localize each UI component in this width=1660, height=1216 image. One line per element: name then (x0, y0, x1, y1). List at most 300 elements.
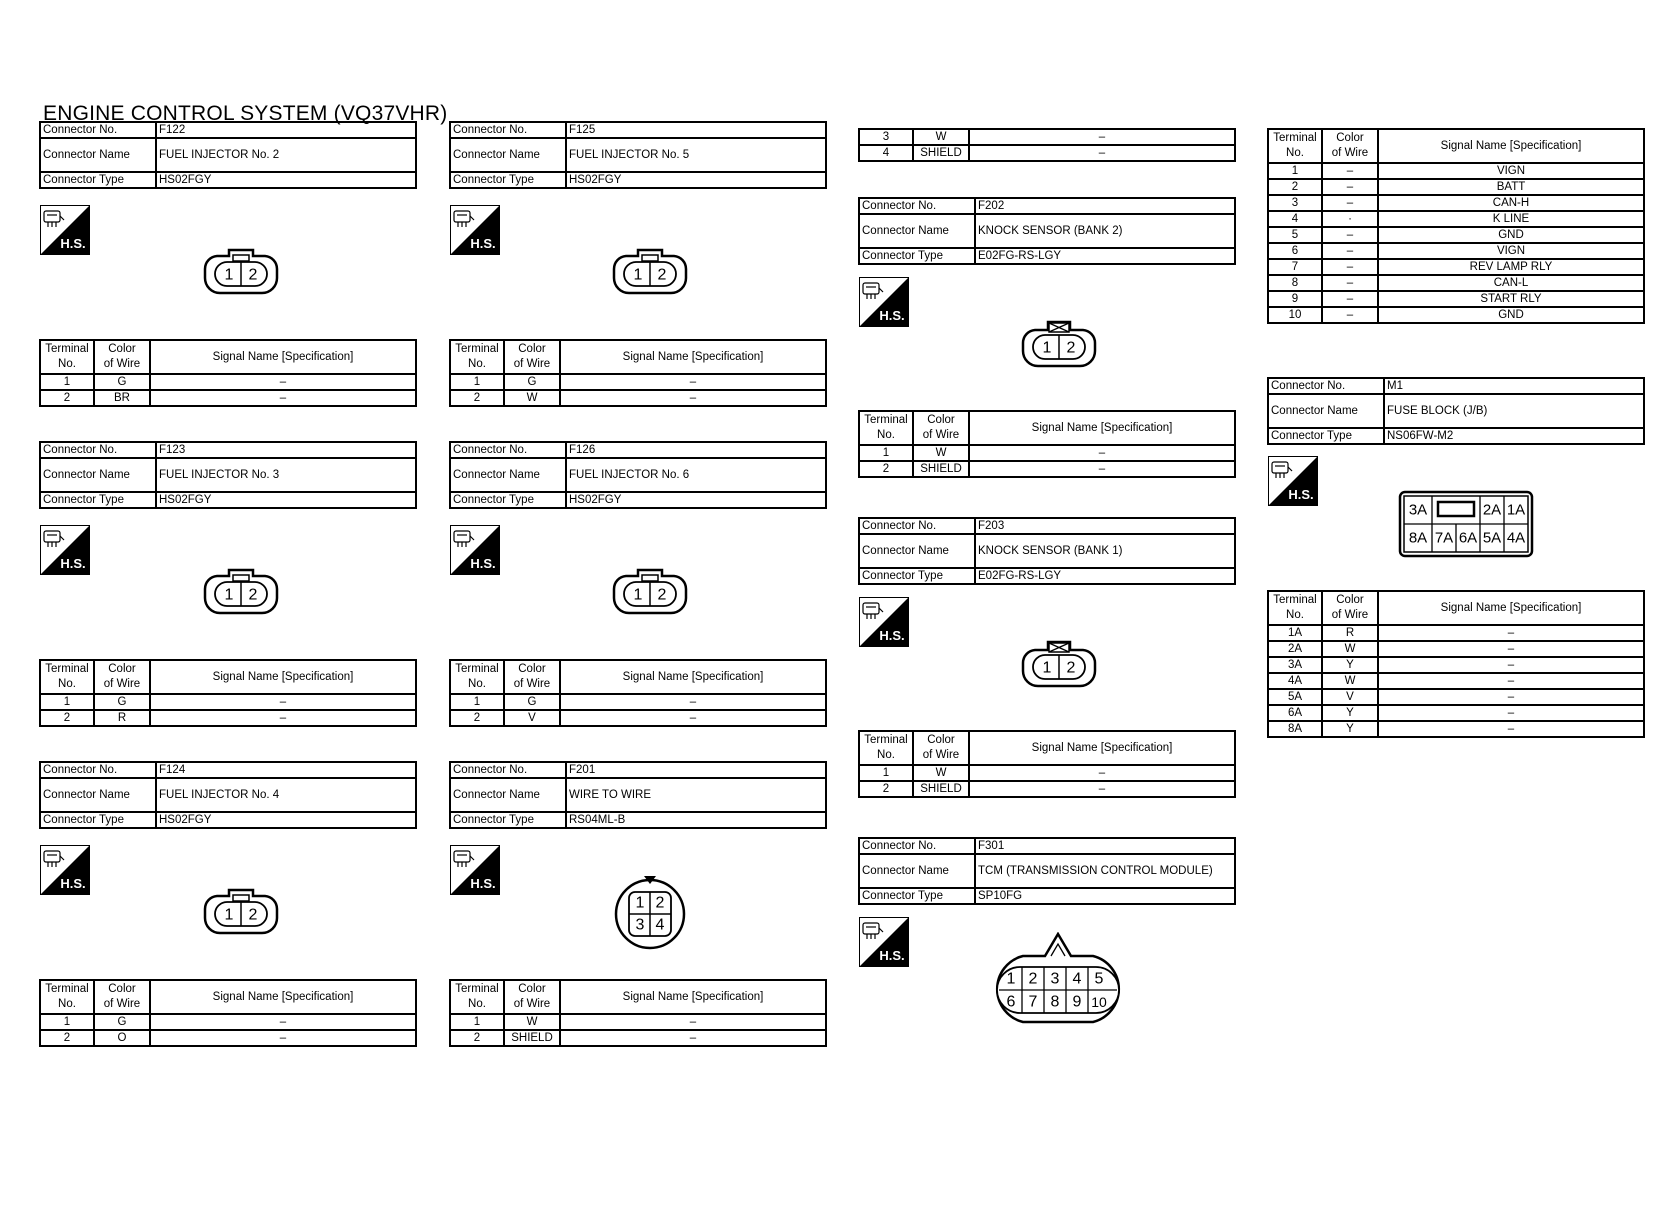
connector-name-label: Connector Name (859, 534, 975, 568)
terminal-no-cell: 2A (1268, 641, 1322, 657)
pin-label: 7A (1434, 529, 1454, 547)
connector-type-label: Connector Type (1268, 428, 1384, 444)
pin-label: 2 (655, 894, 665, 912)
table-row (1268, 705, 1644, 721)
table-row (1268, 721, 1644, 737)
table-row (450, 710, 826, 726)
wire-color-cell: G (94, 694, 150, 710)
connector-f203-face (1021, 638, 1097, 690)
connector-type-label: Connector Type (40, 172, 156, 188)
header-text: Color (927, 414, 955, 426)
header-text: Terminal (1273, 132, 1317, 144)
terminal-no-cell: 1A (1268, 625, 1322, 641)
connector-latch (233, 575, 249, 581)
signal-name-cell: – (560, 710, 826, 726)
signal-name-cell: – (150, 694, 416, 710)
harness-side-icon (450, 525, 500, 575)
header-text: of Wire (1331, 147, 1369, 159)
signal-name-header: Signal Name [Specification] (150, 660, 416, 694)
signal-name-cell: – (1378, 673, 1644, 689)
table-row (1268, 657, 1644, 673)
wire-color-cell: SHIELD (504, 1030, 560, 1046)
header-text: Color (108, 343, 136, 355)
terminal-no-cell: 1 (859, 765, 913, 781)
table-row (859, 129, 1235, 145)
terminal-no-header (450, 340, 504, 374)
connector-type-value: HS02FGY (566, 492, 826, 508)
signal-name-cell: – (560, 1030, 826, 1046)
table-header-row (40, 980, 416, 1014)
harness-plug-icon (44, 211, 64, 227)
connector-f201-face (612, 874, 688, 950)
signal-name-cell: GND (1378, 307, 1644, 323)
connector-no-value: F122 (156, 122, 416, 138)
harness-plug-icon (863, 923, 883, 939)
connector-latch (233, 255, 249, 261)
signal-name-cell: – (150, 390, 416, 406)
terminal-no-cell: 4A (1268, 673, 1322, 689)
terminal-no-cell: 3 (1268, 195, 1322, 211)
connector-f122-info (39, 121, 417, 189)
terminal-no-cell: 6 (1268, 243, 1322, 259)
color-of-wire-header (504, 980, 560, 1014)
harness-plug-icon (1272, 462, 1292, 478)
signal-name-cell: – (150, 1014, 416, 1030)
terminal-no-cell: 1 (450, 694, 504, 710)
wire-color-cell: SHIELD (913, 461, 969, 477)
terminal-no-cell: 2 (40, 390, 94, 406)
connector-type-label: Connector Type (450, 492, 566, 508)
terminal-table-f201 (449, 979, 827, 1047)
connector-latch (233, 895, 249, 901)
connector-name-value: FUEL INJECTOR No. 2 (156, 138, 416, 172)
signal-name-cell: CAN-L (1378, 275, 1644, 291)
connector-no-value: F202 (975, 198, 1235, 214)
wire-color-cell: – (1322, 291, 1378, 307)
harness-side-icon (859, 277, 909, 327)
table-row (40, 374, 416, 390)
wire-color-cell: W (913, 765, 969, 781)
header-text: Color (1336, 594, 1364, 606)
table-header-row (450, 340, 826, 374)
header-text: of Wire (103, 358, 141, 370)
color-of-wire-header (913, 731, 969, 765)
table-row (40, 1030, 416, 1046)
terminal-table-f126 (449, 659, 827, 727)
color-of-wire-header (94, 660, 150, 694)
header-text: of Wire (103, 998, 141, 1010)
connector-no-value: F123 (156, 442, 416, 458)
pin-label: 6 (1006, 993, 1016, 1011)
connector-type-value: SP10FG (975, 888, 1235, 904)
table-row (450, 1014, 826, 1030)
connector-no-label: Connector No. (450, 122, 566, 138)
hs-label: H.S. (470, 556, 496, 571)
terminal-no-cell: 9 (1268, 291, 1322, 307)
hs-label: H.S. (1288, 487, 1314, 502)
table-row (450, 374, 826, 390)
pin-label: 1 (633, 266, 643, 284)
terminal-table-f301 (1267, 128, 1645, 324)
pin-label: 10 (1091, 994, 1107, 1010)
table-row (40, 694, 416, 710)
hs-label: H.S. (60, 556, 86, 571)
terminal-no-header (40, 660, 94, 694)
terminal-no-cell: 3A (1268, 657, 1322, 673)
header-text: Color (518, 663, 546, 675)
table-row (859, 445, 1235, 461)
terminal-no-cell: 1 (1268, 163, 1322, 179)
table-row (1268, 243, 1644, 259)
color-of-wire-header (913, 411, 969, 445)
connector-no-label: Connector No. (859, 198, 975, 214)
connector-no-value: F125 (566, 122, 826, 138)
signal-name-cell: – (969, 765, 1235, 781)
hs-label: H.S. (879, 948, 905, 963)
table-row (859, 145, 1235, 161)
wire-color-cell: G (504, 694, 560, 710)
signal-name-cell: – (969, 445, 1235, 461)
header-text: No. (468, 998, 486, 1010)
connector-type-label: Connector Type (859, 248, 975, 264)
signal-name-cell: – (1378, 657, 1644, 673)
wire-color-cell: G (94, 1014, 150, 1030)
terminal-table-f202 (858, 410, 1236, 478)
signal-name-cell: – (150, 374, 416, 390)
header-text: Terminal (455, 983, 499, 995)
header-text: Color (518, 983, 546, 995)
connector-no-value: F124 (156, 762, 416, 778)
terminal-no-cell: 1 (40, 694, 94, 710)
connector-f202-face (1021, 318, 1097, 370)
table-header-row (40, 660, 416, 694)
harness-plug-icon (863, 283, 883, 299)
table-row (859, 781, 1235, 797)
table-row (1268, 179, 1644, 195)
connector-name-label: Connector Name (450, 458, 566, 492)
connector-f125-info (449, 121, 827, 189)
terminal-no-cell: 4 (859, 145, 913, 161)
header-text: Terminal (1273, 594, 1317, 606)
connector-name-label: Connector Name (40, 138, 156, 172)
signal-name-cell: – (1378, 689, 1644, 705)
hs-label: H.S. (60, 876, 86, 891)
harness-plug-icon (454, 531, 474, 547)
connector-no-label: Connector No. (450, 762, 566, 778)
table-header-row (450, 980, 826, 1014)
pin-label: 4 (655, 916, 665, 934)
table-row (1268, 163, 1644, 179)
signal-name-cell: – (969, 129, 1235, 145)
connector-latch (642, 575, 658, 581)
wire-color-cell: O (94, 1030, 150, 1046)
hs-label: H.S. (879, 628, 905, 643)
signal-name-cell: K LINE (1378, 211, 1644, 227)
signal-name-cell: – (969, 145, 1235, 161)
table-row (40, 390, 416, 406)
harness-side-icon (859, 917, 909, 967)
wire-color-cell: R (94, 710, 150, 726)
connector-latch (642, 255, 658, 261)
signal-name-cell: BATT (1378, 179, 1644, 195)
color-of-wire-header (94, 340, 150, 374)
pin-label: 1 (1042, 339, 1052, 357)
connector-no-label: Connector No. (40, 122, 156, 138)
signal-name-cell: START RLY (1378, 291, 1644, 307)
wire-color-cell: Y (1322, 705, 1378, 721)
connector-name-label: Connector Name (40, 458, 156, 492)
pin-label: 2 (248, 906, 258, 924)
terminal-table (858, 128, 1236, 162)
wire-color-cell: SHIELD (913, 145, 969, 161)
table-row (1268, 275, 1644, 291)
connector-type-value: E02FG-RS-LGY (975, 568, 1235, 584)
header-text: Terminal (45, 983, 89, 995)
connector-no-label: Connector No. (1268, 378, 1384, 394)
terminal-table (449, 659, 827, 727)
header-text: of Wire (513, 358, 551, 370)
pin-label: 3A (1408, 501, 1428, 519)
signal-name-header: Signal Name [Specification] (969, 731, 1235, 765)
connector-type-value: HS02FGY (156, 812, 416, 828)
pin-label: 3 (1050, 970, 1060, 988)
wire-color-cell: W (1322, 641, 1378, 657)
terminal-table-f203 (858, 730, 1236, 798)
table-row (1268, 641, 1644, 657)
signal-name-header: Signal Name [Specification] (150, 340, 416, 374)
connector-name-value: FUEL INJECTOR No. 5 (566, 138, 826, 172)
header-text: No. (1286, 147, 1304, 159)
table-row (1268, 259, 1644, 275)
terminal-no-header (1268, 129, 1322, 163)
signal-name-header: Signal Name [Specification] (560, 340, 826, 374)
signal-name-cell: – (969, 781, 1235, 797)
terminal-no-cell: 4 (1268, 211, 1322, 227)
signal-name-cell: – (969, 461, 1235, 477)
table-header-row (40, 340, 416, 374)
header-text: Color (518, 343, 546, 355)
color-of-wire-header (504, 660, 560, 694)
header-text: of Wire (922, 429, 960, 441)
connector-type-value: E02FG-RS-LGY (975, 248, 1235, 264)
header-text: No. (1286, 609, 1304, 621)
header-text: Color (108, 983, 136, 995)
connector-name-label: Connector Name (40, 778, 156, 812)
wire-color-cell: SHIELD (913, 781, 969, 797)
connector-type-label: Connector Type (859, 568, 975, 584)
terminal-table (39, 979, 417, 1047)
wire-color-cell: G (94, 374, 150, 390)
terminal-no-cell: 1 (40, 1014, 94, 1030)
signal-name-header: Signal Name [Specification] (1378, 129, 1644, 163)
signal-name-header: Signal Name [Specification] (969, 411, 1235, 445)
connector-f122-face (203, 248, 279, 298)
table-row (1268, 689, 1644, 705)
connector-no-value: F126 (566, 442, 826, 458)
signal-name-header: Signal Name [Specification] (150, 980, 416, 1014)
terminal-no-cell: 2 (450, 390, 504, 406)
harness-side-icon (859, 597, 909, 647)
connector-no-label: Connector No. (450, 442, 566, 458)
terminal-table (1267, 590, 1645, 738)
connector-f125-face (612, 248, 688, 298)
connector-f202-info (858, 197, 1236, 265)
connector-name-label: Connector Name (859, 854, 975, 888)
terminal-table-f125 (449, 339, 827, 407)
header-text: No. (468, 358, 486, 370)
connector-f301-info (858, 837, 1236, 905)
color-of-wire-header (1322, 129, 1378, 163)
table-row (859, 461, 1235, 477)
terminal-no-cell: 3 (859, 129, 913, 145)
pin-label: 8A (1408, 529, 1428, 547)
wire-color-cell: V (1322, 689, 1378, 705)
wire-color-cell: – (1322, 195, 1378, 211)
table-header-row (859, 731, 1235, 765)
terminal-table-f201-continued (858, 128, 1236, 162)
connector-name-value: WIRE TO WIRE (566, 778, 826, 812)
signal-name-cell: – (560, 390, 826, 406)
pin-label: 2 (1066, 659, 1076, 677)
wire-color-cell: · (1322, 211, 1378, 227)
connector-no-value: M1 (1384, 378, 1644, 394)
header-text: No. (58, 678, 76, 690)
connector-name-value: FUEL INJECTOR No. 4 (156, 778, 416, 812)
wire-color-cell: Y (1322, 657, 1378, 673)
connector-type-value: NS06FW-M2 (1384, 428, 1644, 444)
pin-label: 1 (633, 586, 643, 604)
terminal-no-cell: 2 (450, 1030, 504, 1046)
terminal-table (39, 659, 417, 727)
table-row (1268, 291, 1644, 307)
table-row (1268, 195, 1644, 211)
signal-name-header: Signal Name [Specification] (1378, 591, 1644, 625)
hs-label: H.S. (879, 308, 905, 323)
pin-label: 2A (1482, 501, 1502, 519)
terminal-no-cell: 1 (40, 374, 94, 390)
pin-label: 1 (1042, 659, 1052, 677)
pin-label: 3 (635, 916, 645, 934)
table-header-row (450, 660, 826, 694)
connector-name-value: KNOCK SENSOR (BANK 1) (975, 534, 1235, 568)
table-row (1268, 673, 1644, 689)
wire-color-cell: – (1322, 243, 1378, 259)
table-header-row (1268, 591, 1644, 625)
pin-label: 1 (635, 894, 645, 912)
wire-color-cell: W (913, 129, 969, 145)
pin-label: 2 (248, 266, 258, 284)
wire-color-cell: W (1322, 673, 1378, 689)
terminal-no-cell: 2 (40, 1030, 94, 1046)
pin-label: 2 (657, 266, 667, 284)
wire-color-cell: R (1322, 625, 1378, 641)
connector-f123-face (203, 568, 279, 618)
terminal-no-header (1268, 591, 1322, 625)
table-row (1268, 625, 1644, 641)
connector-no-label: Connector No. (40, 442, 156, 458)
wire-color-cell: Y (1322, 721, 1378, 737)
table-row (859, 765, 1235, 781)
connector-f124-face (203, 888, 279, 938)
terminal-no-header (859, 731, 913, 765)
pin-label: 5A (1482, 529, 1502, 547)
header-text: Color (927, 734, 955, 746)
pin-label: 2 (1028, 970, 1038, 988)
signal-name-cell: – (1378, 721, 1644, 737)
pin-label: 8 (1050, 993, 1060, 1011)
table-row (1268, 227, 1644, 243)
terminal-no-cell: 5 (1268, 227, 1322, 243)
harness-plug-icon (44, 851, 64, 867)
pin-label: 1 (224, 266, 234, 284)
header-text: No. (877, 429, 895, 441)
terminal-no-header (40, 340, 94, 374)
signal-name-cell: – (560, 1014, 826, 1030)
hs-label: H.S. (470, 236, 496, 251)
terminal-no-cell: 2 (859, 781, 913, 797)
connector-name-value: FUSE BLOCK (J/B) (1384, 394, 1644, 428)
terminal-no-cell: 10 (1268, 307, 1322, 323)
signal-name-cell: – (150, 710, 416, 726)
wire-color-cell: – (1322, 259, 1378, 275)
hs-label: H.S. (60, 236, 86, 251)
harness-side-icon (450, 845, 500, 895)
terminal-table (1267, 128, 1645, 324)
connector-f124-info (39, 761, 417, 829)
connector-name-value: FUEL INJECTOR No. 6 (566, 458, 826, 492)
pin-label: 1 (224, 906, 234, 924)
header-text: of Wire (1331, 609, 1369, 621)
terminal-no-cell: 7 (1268, 259, 1322, 275)
connector-f201-info (449, 761, 827, 829)
terminal-no-cell: 1 (450, 374, 504, 390)
terminal-table (449, 339, 827, 407)
color-of-wire-header (94, 980, 150, 1014)
connector-no-label: Connector No. (40, 762, 156, 778)
terminal-no-cell: 2 (450, 710, 504, 726)
terminal-table (39, 339, 417, 407)
blank-cavity (1438, 502, 1474, 516)
connector-no-label: Connector No. (859, 838, 975, 854)
table-row (1268, 211, 1644, 227)
connector-name-value: KNOCK SENSOR (BANK 2) (975, 214, 1235, 248)
signal-name-cell: CAN-H (1378, 195, 1644, 211)
connector-type-value: HS02FGY (156, 172, 416, 188)
harness-plug-icon (454, 211, 474, 227)
terminal-no-header (859, 411, 913, 445)
pin-label: 4A (1506, 529, 1526, 547)
connector-type-value: HS02FGY (156, 492, 416, 508)
header-text: of Wire (513, 678, 551, 690)
header-text: of Wire (103, 678, 141, 690)
terminal-no-cell: 6A (1268, 705, 1322, 721)
connector-m1-face (1398, 490, 1534, 558)
connector-name-label: Connector Name (859, 214, 975, 248)
table-header-row (859, 411, 1235, 445)
terminal-table (449, 979, 827, 1047)
pin-label: 4 (1072, 970, 1082, 988)
terminal-table-f123 (39, 659, 417, 727)
terminal-no-cell: 2 (1268, 179, 1322, 195)
header-text: of Wire (513, 998, 551, 1010)
wire-color-cell: – (1322, 275, 1378, 291)
harness-side-icon (40, 845, 90, 895)
terminal-table-f124 (39, 979, 417, 1047)
harness-plug-icon (863, 603, 883, 619)
pin-label: 2 (1066, 339, 1076, 357)
connector-no-value: F201 (566, 762, 826, 778)
connector-m1-info (1267, 377, 1645, 445)
